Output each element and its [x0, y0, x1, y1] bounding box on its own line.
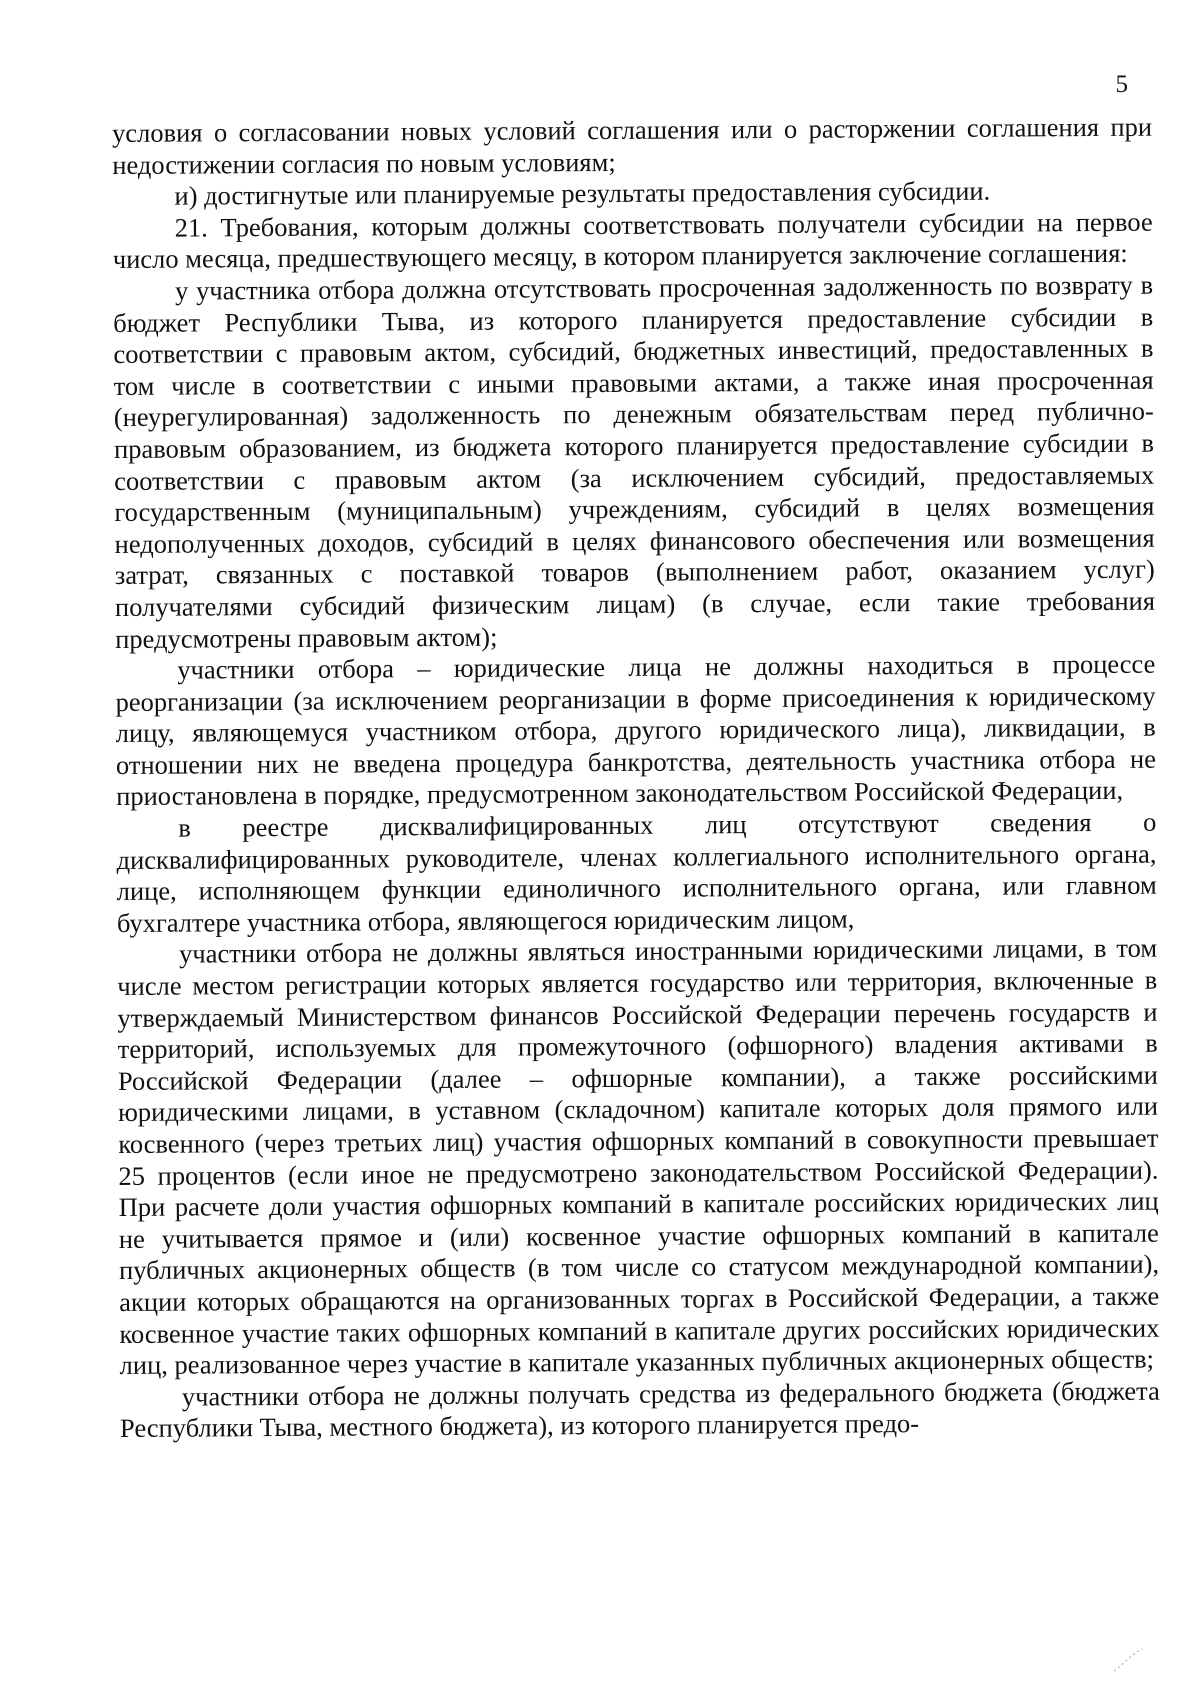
paragraph-8: участники отбора не должны получать средства из федерального бюджета (бюджета Республики Тыва, местного бюджета), из которого планируется предо- — [119, 1375, 1160, 1444]
paragraph-1: условия о согласовании новых условий соглашения или о расторжении соглашения при недостижении согласия по новым условиям; — [112, 111, 1153, 180]
paragraph-4: у участника отбора должна отсутствовать просроченная задолженность по возврату в бюджет Республики Тыва, из которого планируется предоставление субсидии в соответствии с правовым актом, субсидий, бюджетных инвестиций, предоставленных в том числе в соответствии с иными правовыми актами, а также иная просроченная (неурегулированная) задолженность по денежным обязательствам перед публично-правовым образованием, из бюджета которого планируется предоставление субсидии в соответствии с правовым актом (за исключением субсидий, предоставляемых государственным (муниципальным) учреждениям, субсидий в целях возмещения недополученных доходов, субсидий в целях финансового обеспечения или возмещения затрат, связанных с поставкой товаров (выполнением работ, оказанием услуг) получателями субсидий физическим лицам) (в случае, если такие требования предусмотрены правовым актом); — [113, 269, 1156, 654]
page-number: 5 — [1115, 71, 1128, 98]
paragraph-2: и) достигнутые или планируемые результаты предоставления субсидии. — [174, 175, 991, 211]
paragraph-5: участники отбора – юридические лица не должны находиться в процессе реорганизации (за исключением реорганизации в форме присоединения к юридическому лицу, являющемуся участником отбора, другого юридического лица), ликвидации, в отношении них не введена процедура банкротства, деятельность участника отбора не приостановлена в порядке, предусмотренном законодательством Российской Федерации, — [115, 648, 1157, 812]
paragraph-7: участники отбора не должны являться иностранными юридическими лицами, в том числе местом регистрации которых является государство или территория, включенные в утверждаемый Министерством финансов Российской Федерации перечень государств и территорий, используемых для промежуточного (офшорного) владения активами в Российской Федерации (далее – офшорные компании), а также российскими юридическими лицами, в уставном (складочном) капитале которых доля прямого или косвенного (через третьих лиц) участия офшорных компаний в совокупности превышает 25 процентов (если иное не предусмотрено законодательством Российской Федерации). При расчете доли участия офшорных компаний в капитале российских юридических лиц не учитывается прямое и (или) косвенное участие офшорных компаний в капитале публичных акционерных обществ (в том числе со статусом международной компании), акции которых обращаются на организованных торгах в Российской Федерации, а также косвенное участие таких офшорных компаний в капитале других российских юридических лиц, реализованное через участие в капитале указанных публичных акционерных обществ; — [117, 933, 1160, 1381]
scan-smudge-icon — [1108, 1647, 1148, 1675]
document-body — [112, 112, 1160, 1445]
paragraph-6: в реестре дисквалифицированных лиц отсутствуют сведения о дисквалифицированных руководителе, членах коллегиального исполнительного органа, лице, исполняющем функции единоличного исполнительного органа, или главном бухгалтере участника отбора, являющегося юридическим лицом, — [116, 806, 1157, 938]
paragraph-3: 21. Требования, которым должны соответствовать получатели субсидии на первое число месяца, предшествующего месяцу, в котором планируется заключение соглашения: — [112, 206, 1153, 275]
